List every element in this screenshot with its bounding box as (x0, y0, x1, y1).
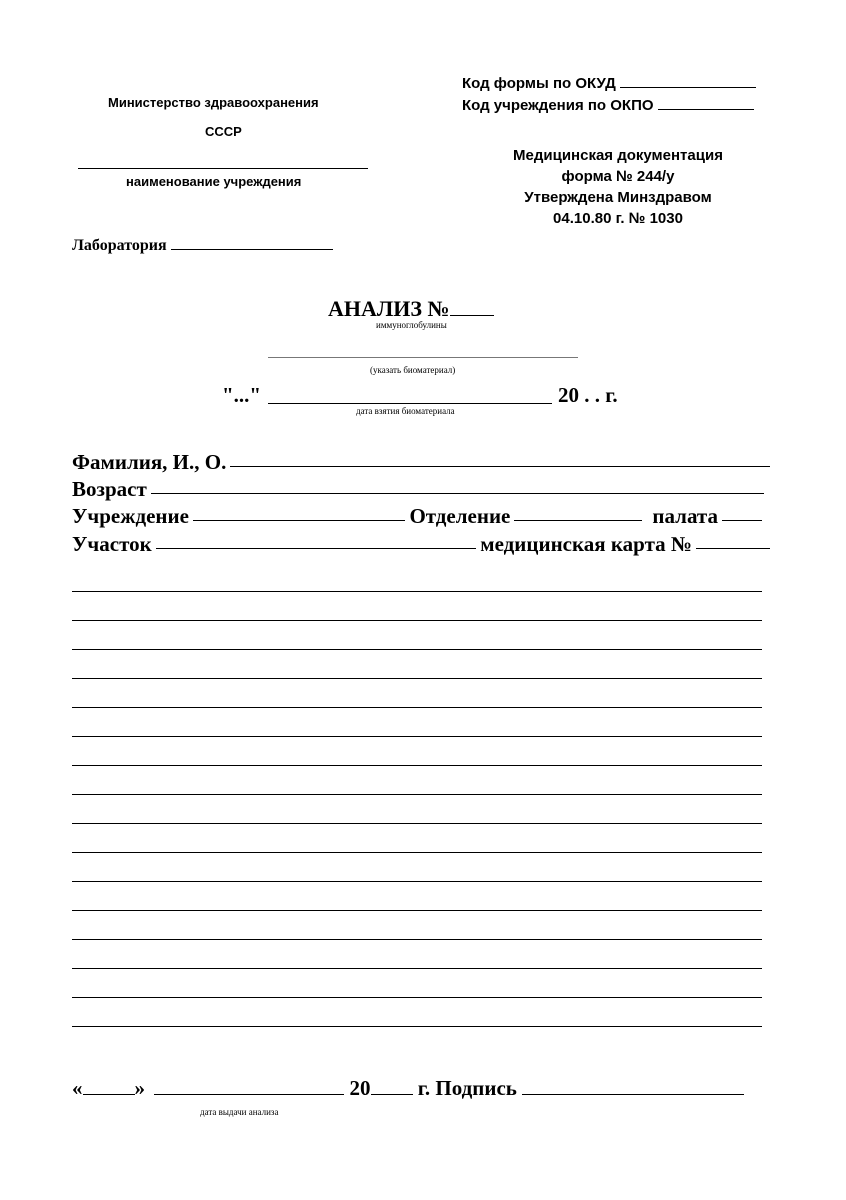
ward-field[interactable] (722, 519, 762, 521)
footer-close-quote: » (134, 1076, 145, 1100)
date-quote: "..." (222, 383, 262, 407)
okud-label (462, 72, 756, 92)
doc-line2: форма № 244/у (561, 168, 675, 185)
age-field[interactable] (151, 492, 764, 494)
department-field[interactable] (514, 519, 642, 521)
date-line[interactable] (268, 403, 552, 404)
result-line[interactable] (72, 939, 762, 940)
district-field[interactable] (156, 547, 477, 549)
name-row (72, 450, 774, 475)
result-line[interactable] (72, 620, 762, 621)
lab-label-text: Лаборатория (72, 237, 167, 254)
medcard-label: медицинская карта № (480, 532, 692, 556)
result-line[interactable] (72, 736, 762, 737)
footer-signature-label: г. Подпись (417, 1076, 517, 1100)
result-line[interactable] (72, 968, 762, 969)
result-line[interactable] (72, 1026, 762, 1027)
ministry-line1: Министерство здравоохранения (108, 95, 319, 110)
biomaterial-line[interactable] (268, 357, 578, 358)
date-caption: дата взятия биоматериала (356, 406, 455, 416)
biomaterial-caption: (указать биоматериал) (370, 365, 456, 375)
lab-label (72, 233, 333, 255)
district-row (72, 532, 774, 557)
okpo-label (462, 94, 754, 114)
result-line[interactable] (72, 707, 762, 708)
institution-field[interactable] (193, 519, 405, 521)
ministry-line2: СССР (205, 124, 242, 139)
result-line[interactable] (72, 852, 762, 853)
doc-line4: 04.10.80 г. № 1030 (553, 210, 683, 227)
name-field[interactable] (230, 465, 770, 467)
lab-field[interactable] (171, 233, 333, 250)
institution-caption: наименование учреждения (126, 174, 302, 189)
doc-line3: Утверждена Минздравом (524, 189, 712, 206)
page-title (328, 293, 494, 322)
result-line[interactable] (72, 678, 762, 679)
title-subtitle: иммуноглобулины (376, 320, 447, 330)
okpo-label-text: Код учреждения по ОКПО (462, 97, 654, 114)
institution-row (72, 504, 766, 529)
medcard-field[interactable] (696, 547, 770, 549)
district-label: Участок (72, 532, 152, 556)
institution-line[interactable] (78, 168, 368, 169)
institution-label: Учреждение (72, 504, 189, 528)
footer-month-field[interactable] (154, 1073, 344, 1095)
date-year: 20 . . г. (558, 383, 618, 407)
footer-open-quote: « (72, 1076, 83, 1100)
ward-label: палата (652, 504, 718, 528)
title-text: АНАЛИЗ № (328, 296, 450, 321)
result-line[interactable] (72, 794, 762, 795)
footer-date-caption: дата выдачи анализа (200, 1107, 279, 1117)
result-line[interactable] (72, 997, 762, 998)
footer-year-prefix: 20 (349, 1076, 371, 1100)
result-line[interactable] (72, 649, 762, 650)
age-label: Возраст (72, 477, 147, 501)
result-line[interactable] (72, 823, 762, 824)
analysis-number-field[interactable] (450, 293, 494, 316)
doc-line1: Медицинская документация (513, 147, 723, 164)
result-line[interactable] (72, 591, 762, 592)
department-label: Отделение (409, 504, 511, 528)
result-line[interactable] (72, 765, 762, 766)
footer-day-field[interactable] (83, 1073, 135, 1095)
age-row (72, 477, 768, 502)
footer-year-field[interactable] (371, 1073, 413, 1095)
okud-field[interactable] (620, 72, 756, 88)
result-line[interactable] (72, 881, 762, 882)
footer-signature-row (72, 1073, 744, 1101)
result-line[interactable] (72, 910, 762, 911)
name-label: Фамилия, И., О. (72, 450, 227, 474)
doc-approval-block (470, 145, 766, 229)
okud-label-text: Код формы по ОКУД (462, 75, 616, 92)
signature-field[interactable] (522, 1073, 744, 1095)
okpo-field[interactable] (658, 94, 754, 110)
